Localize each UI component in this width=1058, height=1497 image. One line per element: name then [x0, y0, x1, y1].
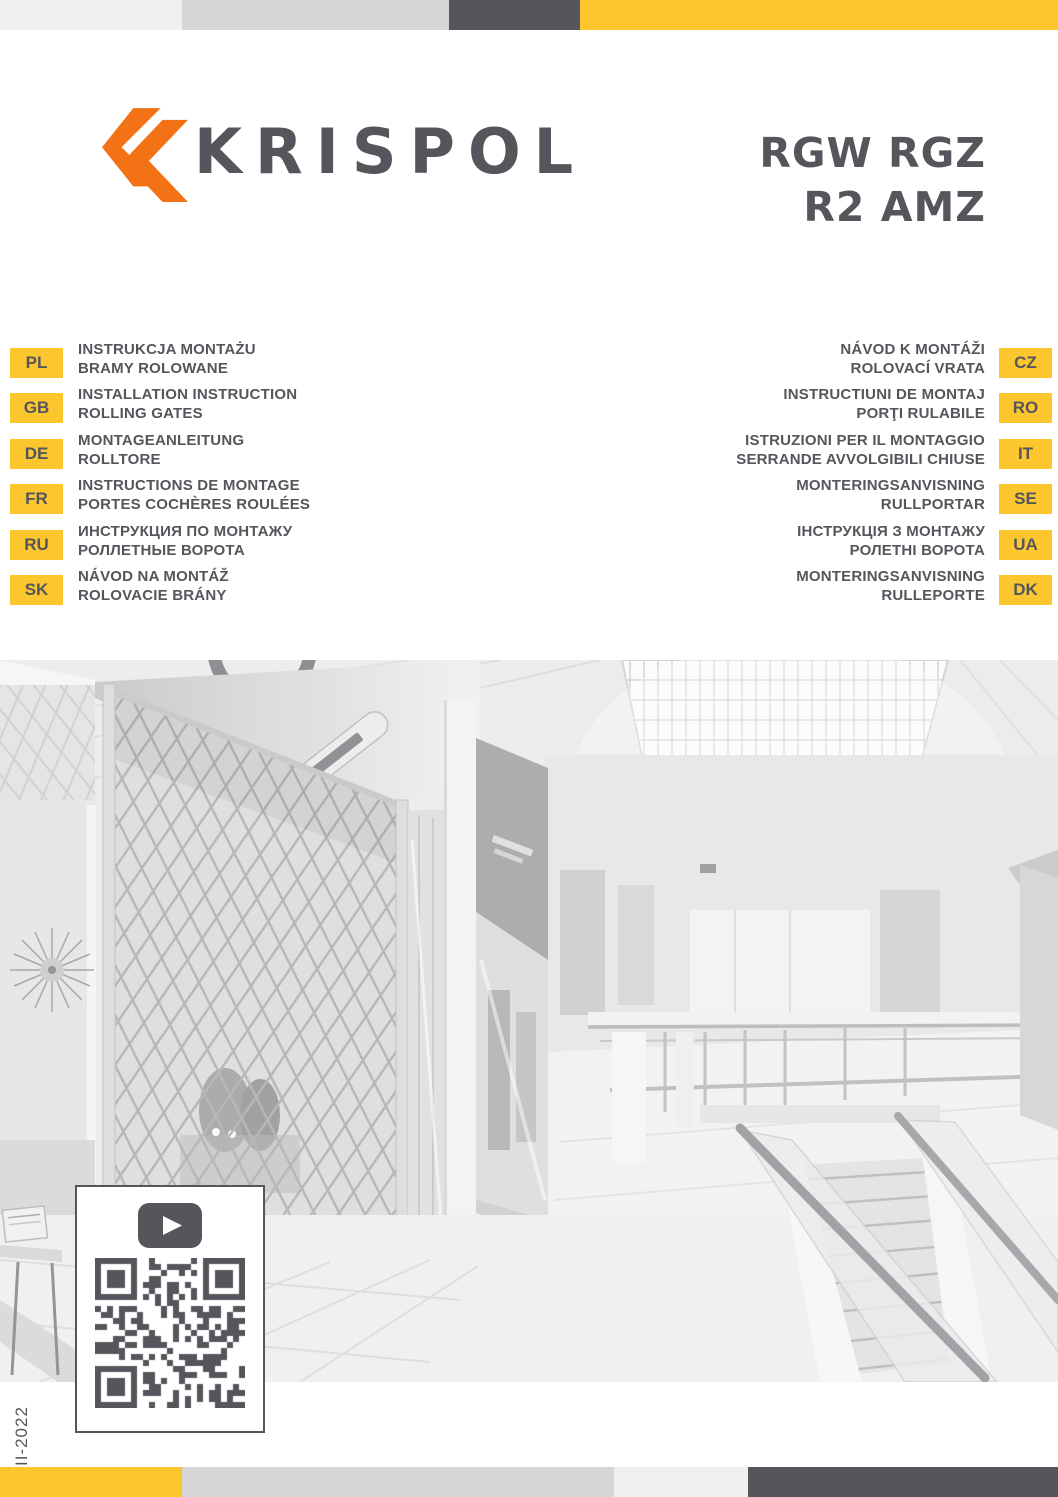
- language-badge: PL: [10, 348, 63, 378]
- language-label: [78, 476, 310, 514]
- youtube-play-icon: [138, 1203, 202, 1248]
- language-label: [78, 522, 292, 560]
- language-badge: RO: [999, 393, 1052, 423]
- label-line: INSTALLATION INSTRUCTION: [78, 386, 298, 404]
- qr-panel: [75, 1185, 265, 1433]
- label-line: ROLOVACÍ VRATA: [850, 360, 985, 377]
- language-row-de: [10, 425, 490, 470]
- label-line: BRAMY ROLOWANE: [78, 360, 229, 377]
- label-line: ROLLTORE: [78, 450, 161, 468]
- label-line: MONTAGEANLEITUNG: [78, 431, 245, 449]
- product-models: [759, 126, 986, 234]
- edition-label: II-2022: [12, 1406, 31, 1466]
- label-line: РОЛЛЕТНЫЕ ВОРОТА: [78, 541, 245, 559]
- language-column-left: [10, 334, 490, 606]
- language-label: [78, 385, 297, 423]
- bottom-bar-segment: [182, 1467, 614, 1497]
- label-line: MONTERINGSANVISNING: [796, 567, 985, 585]
- bottom-color-bar: [0, 1467, 1058, 1497]
- language-row-sk: [10, 561, 490, 606]
- bottom-bar-segment: [614, 1467, 748, 1497]
- label-line: MONTERINGSANVISNING: [796, 477, 985, 495]
- language-row-gb: [10, 379, 490, 424]
- top-bar-segment: [580, 0, 1058, 30]
- brand-wordmark: KRISPOL: [194, 115, 587, 188]
- label-line: NÁVOD NA MONTÁŽ: [78, 567, 229, 585]
- top-color-bar: [0, 0, 1058, 30]
- language-label: [796, 567, 985, 605]
- language-badge: IT: [999, 439, 1052, 469]
- label-line: ІНСТРУКЦІЯ З МОНТАЖУ: [797, 522, 985, 540]
- top-bar-segment: [449, 0, 580, 30]
- language-badge: DK: [999, 575, 1052, 605]
- language-row-fr: [10, 470, 490, 515]
- qr-code: [95, 1258, 245, 1408]
- language-row-ro: [572, 379, 1052, 424]
- label-line: INSTRUKCJA MONTAŻU: [78, 341, 256, 358]
- language-label: [736, 431, 985, 469]
- label-line: PORŢI RULABILE: [856, 405, 985, 423]
- model-line: RGW RGZ: [759, 129, 986, 177]
- label-line: ISTRUZIONI PER IL MONTAGGIO: [745, 431, 985, 449]
- language-badge: FR: [10, 484, 63, 514]
- language-row-se: [572, 470, 1052, 515]
- model-line: R2 AMZ: [803, 183, 986, 231]
- language-label: [78, 431, 244, 469]
- language-badge: CZ: [999, 348, 1052, 378]
- bottom-bar-segment: [748, 1467, 1058, 1497]
- krispol-chevron-icon: [102, 108, 188, 206]
- language-row-cz: [572, 334, 1052, 379]
- language-label: [796, 476, 985, 514]
- language-row-pl: [10, 334, 490, 379]
- language-badge: DE: [10, 439, 63, 469]
- label-line: ИНСТРУКЦИЯ ПО МОНТАЖУ: [78, 522, 293, 540]
- language-badge: SE: [999, 484, 1052, 514]
- language-label: [78, 340, 256, 378]
- top-bar-segment: [182, 0, 449, 30]
- language-badge: SK: [10, 575, 63, 605]
- label-line: SERRANDE AVVOLGIBILI CHIUSE: [736, 450, 985, 468]
- language-column-right: [572, 334, 1052, 606]
- label-line: INSTRUCTIUNI DE MONTAJ: [783, 386, 985, 404]
- language-badge: RU: [10, 530, 63, 560]
- language-row-ru: [10, 516, 490, 561]
- label-line: РОЛЕТНІ ВОРОТА: [849, 541, 985, 559]
- language-row-ua: [572, 516, 1052, 561]
- label-line: RULLEPORTE: [881, 586, 985, 604]
- label-line: NÁVOD K MONTÁŽI: [840, 341, 985, 358]
- language-badge: UA: [999, 530, 1052, 560]
- label-line: RULLPORTAR: [880, 496, 985, 514]
- label-line: ROLOVACIE BRÁNY: [78, 586, 227, 604]
- language-row-it: [572, 425, 1052, 470]
- language-badge: GB: [10, 393, 63, 423]
- language-label: [78, 567, 229, 605]
- language-row-dk: [572, 561, 1052, 606]
- label-line: ROLLING GATES: [78, 405, 203, 423]
- label-line: INSTRUCTIONS DE MONTAGE: [78, 477, 300, 495]
- bottom-bar-segment: [0, 1467, 182, 1497]
- language-label: [783, 385, 985, 423]
- language-label: [797, 522, 985, 560]
- language-label: [840, 340, 985, 378]
- label-line: PORTES COCHÈRES ROULÉES: [78, 496, 311, 514]
- top-bar-segment: [0, 0, 182, 30]
